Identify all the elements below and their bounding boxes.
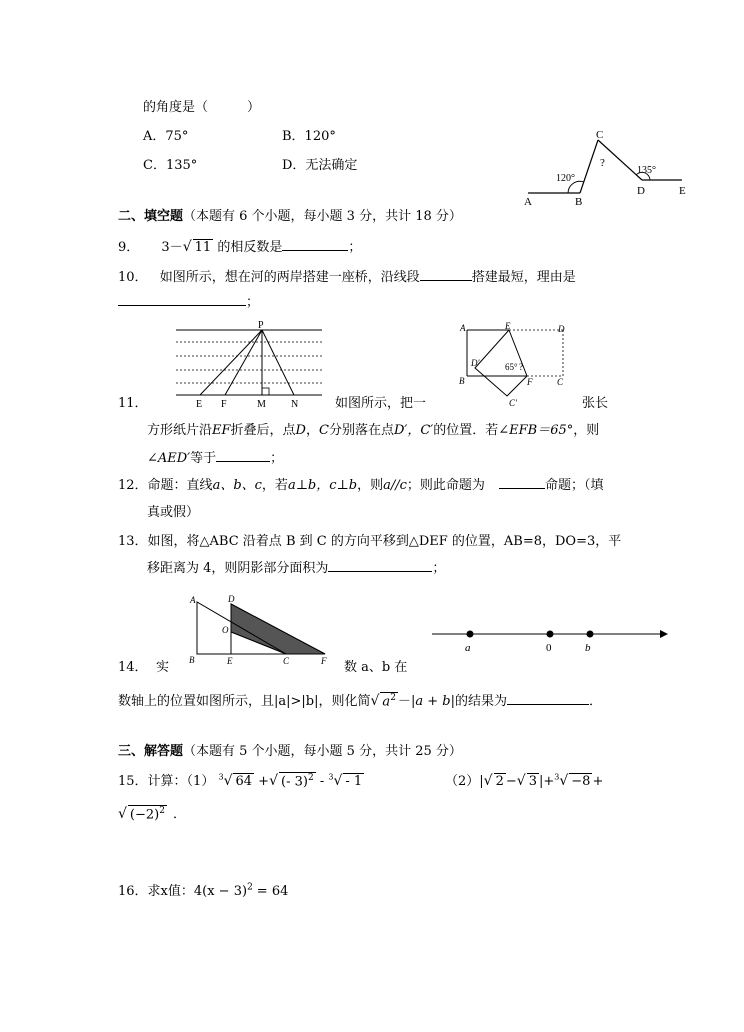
section2-heading xyxy=(118,205,462,224)
q10-num: 10． xyxy=(118,270,148,285)
angle-120: 120° xyxy=(556,173,575,184)
q15-part1: 15．计算：（1） $^3$√ 64 +√ (- 3)$^2$ - $^3$√ - 1 xyxy=(118,772,363,789)
q11-right: 张长 xyxy=(582,396,609,411)
angle-135: 135° xyxy=(637,165,656,176)
section3-note: （本题有 5 个小题，每小题 5 分，共计 25 分） xyxy=(183,744,462,759)
line-bc xyxy=(580,140,598,193)
label-a: a xyxy=(465,642,471,654)
label-c: C xyxy=(283,656,290,666)
q8-option-a[interactable]: A．75° xyxy=(143,129,189,144)
q14-answer-blank[interactable] xyxy=(507,704,589,705)
q14-a: 实 xyxy=(156,660,170,675)
q10-text2: 搭建最短，理由是 xyxy=(471,270,576,285)
label-f: F xyxy=(321,656,327,666)
q11-mid: 如图所示，把一 xyxy=(335,396,427,411)
section3-heading xyxy=(118,740,462,759)
q10-line1 xyxy=(118,266,576,285)
q8-tail: 的角度是（ ） xyxy=(143,100,261,115)
q9-text: 的相反数是 xyxy=(217,240,283,255)
label-d: D xyxy=(637,185,645,197)
q11-num: 11． xyxy=(118,396,148,411)
section3-title: 三、解答题 xyxy=(118,744,184,759)
translation-figure xyxy=(185,592,333,666)
label-e: E xyxy=(196,399,203,410)
label-n: N xyxy=(291,399,299,410)
q10-end: ； xyxy=(246,295,260,310)
section2-title: 二、填空题 xyxy=(118,209,184,224)
label-d: D xyxy=(228,594,235,604)
q9: 9． 3－√ 11 的相反数是 ； xyxy=(118,239,362,255)
label-a: A xyxy=(190,595,196,605)
label-a: A xyxy=(524,196,532,208)
point-zero xyxy=(547,631,554,638)
fold-figure xyxy=(455,318,580,410)
label-b: B xyxy=(459,376,465,386)
q12-line1: 12．命题：直线a、b、c，若a⊥b，c⊥b，则a//c；则此命题为 命题；（填 xyxy=(118,478,604,493)
angle-figure xyxy=(520,128,690,208)
label-f: F xyxy=(221,399,227,410)
label-d: D xyxy=(558,324,565,334)
label-b: B xyxy=(189,655,195,665)
label-d-prime: D' xyxy=(471,358,480,368)
label-e: E xyxy=(679,185,686,197)
q8-option-b[interactable]: B．120° xyxy=(282,129,336,144)
q10-text1: 如图所示，想在河的两岸搭建一座桥，沿线段 xyxy=(159,270,420,285)
q16: 16．求x值：$4(x - 3)^2 = 64$ xyxy=(118,882,289,899)
label-b: B xyxy=(575,196,583,208)
segment-pn xyxy=(262,330,294,395)
q10-line2 xyxy=(118,291,259,310)
angle-65: 65° xyxy=(505,362,518,372)
q13-line1: 13．如图，将△ABC 沿着点 B 到 C 的方向平移到△DEF 的位置，AB=8，DO=3，平 xyxy=(118,534,622,549)
label-c: C xyxy=(596,129,604,141)
angle-unknown: ? xyxy=(519,362,523,372)
label-c-prime: C' xyxy=(509,398,517,408)
point-a xyxy=(467,631,474,638)
q10-reason-blank[interactable] xyxy=(118,305,246,306)
q10-segment-blank[interactable] xyxy=(420,280,472,281)
q13-line2: 移距离为 4，则阴影部分面积为 ； xyxy=(147,561,446,576)
q12-line2: 真或假） xyxy=(147,505,200,520)
q9-answer-blank[interactable] xyxy=(282,250,348,251)
label-e: E xyxy=(227,656,233,666)
label-o: O xyxy=(222,625,229,635)
q11-answer-blank[interactable] xyxy=(216,461,270,462)
label-b: b xyxy=(585,642,591,654)
label-c: C xyxy=(557,377,564,387)
q14-b: 数 a、b 在 xyxy=(344,660,408,675)
q14-num: 14． xyxy=(118,660,148,675)
q11-line2: 方形纸片沿EF折叠后，点D，C分别落在点D′，C′的位置．若∠EFB＝65°，则 xyxy=(147,423,600,438)
label-m: M xyxy=(257,399,266,410)
q15-part2-cont: √ $(-2)^2$ ． xyxy=(118,805,186,822)
q9-expr-a: 3－ xyxy=(161,240,183,255)
q9-end: ； xyxy=(348,240,362,255)
arrow-head xyxy=(660,630,668,638)
label-f: F xyxy=(527,377,533,387)
q12-answer-blank[interactable] xyxy=(499,488,545,489)
q9-num: 9． xyxy=(118,240,140,255)
angle-unknown: ? xyxy=(600,157,605,169)
label-a: A xyxy=(460,323,466,333)
q11-line3: ∠AED′等于 ； xyxy=(147,451,284,466)
section2-note: （本题有 6 个小题，每小题 3 分，共计 18 分） xyxy=(183,209,462,224)
label-p: P xyxy=(258,320,264,331)
q15-part2: （2）|√ 2 −√ 3 |+$^3$√ −8 + xyxy=(445,772,604,789)
q8-option-d[interactable]: D．无法确定 xyxy=(282,158,358,173)
point-b xyxy=(587,631,594,638)
number-line xyxy=(428,620,673,656)
river-figure xyxy=(170,318,330,410)
right-angle-mark xyxy=(262,388,269,395)
q9-expr-rad: 11 xyxy=(194,240,212,255)
q8-option-c[interactable]: C．135° xyxy=(143,158,198,173)
q14-line2: 数轴上的位置如图所示，且|a|>|b|，则化简√ $a^2 -|a + b|$的结果为 ． xyxy=(118,692,602,709)
label-zero: 0 xyxy=(546,642,552,654)
label-e: E xyxy=(505,321,511,331)
q13-answer-blank[interactable] xyxy=(328,571,432,572)
